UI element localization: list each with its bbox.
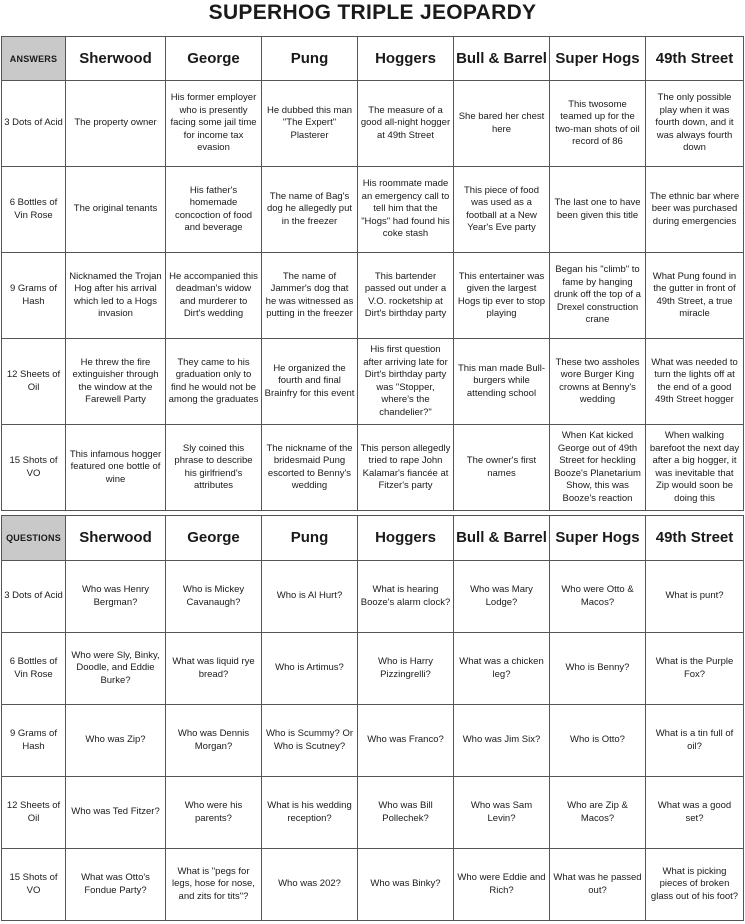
question-cell: What is punt? [646,561,744,633]
question-row [2,561,744,633]
question-cell: Who was Franco? [358,705,454,777]
question-cell: Who were Otto & Macos? [550,561,646,633]
question-cell: Who is Mickey Cavanaugh? [166,561,262,633]
answer-cell: When Kat kicked George out of 49th Street for heckling Booze's Planetarium Show, this was Booze's reaction [550,425,646,511]
answer-cell: This man made Bull-burgers while attending school [454,339,550,425]
questions-header-row [2,516,744,561]
answer-cell: When walking barefoot the next day after a big hogger, it was inevitable that Zip would soon be doing this [646,425,744,511]
question-cell: Who was Sam Levin? [454,777,550,849]
answer-cell: The name of Bag's dog he allegedly put in the freezer [262,167,358,253]
answer-cell: This entertainer was given the largest Hogs tip ever to stop playing [454,253,550,339]
question-cell: Who was Dennis Morgan? [166,705,262,777]
category-header: Hoggers [358,37,454,81]
answer-cell: The name of Jammer's dog that he was witnessed as putting in the freezer [262,253,358,339]
question-row [2,633,744,705]
question-cell: Who was Binky? [358,849,454,921]
category-header: Hoggers [358,516,454,561]
page-title: SUPERHOG TRIPLE JEOPARDY [208,1,537,24]
question-cell: Who was 202? [262,849,358,921]
question-cell: What is "pegs for legs, hose for nose, and zits for tits"? [166,849,262,921]
category-header: 49th Street [646,37,744,81]
category-header: Super Hogs [550,516,646,561]
row-label: 12 Sheets of Oil [2,339,66,425]
answer-cell: The owner's first names [454,425,550,511]
category-header: George [166,37,262,81]
question-cell: What is the Purple Fox? [646,633,744,705]
question-cell: What is his wedding reception? [262,777,358,849]
answer-cell: The only possible play when it was fourth down, and it was always fourth down [646,81,744,167]
category-header: Super Hogs [550,37,646,81]
answer-cell: He dubbed this man "The Expert" Plasterer [262,81,358,167]
answer-cell: His father's homemade concoction of food and beverage [166,167,262,253]
answer-cell: This piece of food was used as a football at a New Year's Eve party [454,167,550,253]
answers-section-label: ANSWERS [2,37,66,81]
answer-row [2,81,744,167]
category-header: George [166,516,262,561]
answer-cell: What was needed to turn the lights off at the end of a good 49th Street hogger [646,339,744,425]
question-cell: Who is Harry Pizzingrelli? [358,633,454,705]
answer-cell: He threw the fire extinguisher through the window at the Farewell Party [66,339,166,425]
answer-cell: He organized the fourth and final Brainfry for this event [262,339,358,425]
category-header: Pung [262,516,358,561]
answers-table [1,36,744,511]
answer-cell: She bared her chest here [454,81,550,167]
question-row [2,705,744,777]
row-label: 6 Bottles of Vin Rose [2,167,66,253]
question-cell: What was he passed out? [550,849,646,921]
row-label: 6 Bottles of Vin Rose [2,633,66,705]
question-cell: What is hearing Booze's alarm clock? [358,561,454,633]
answer-cell: The ethnic bar where beer was purchased during emergencies [646,167,744,253]
category-header: Sherwood [66,516,166,561]
category-header: Pung [262,37,358,81]
answer-row [2,339,744,425]
answer-cell: Began his "climb" to fame by hanging drunk off the top of a Drexel construction crane [550,253,646,339]
question-cell: What is a tin full of oil? [646,705,744,777]
question-cell: Who was Ted Fitzer? [66,777,166,849]
question-cell: Who were Eddie and Rich? [454,849,550,921]
question-cell: Who was Mary Lodge? [454,561,550,633]
category-header: Sherwood [66,37,166,81]
question-row [2,777,744,849]
answer-cell: This bartender passed out under a V.O. rocketship at Dirt's birthday party [358,253,454,339]
question-cell: Who is Artimus? [262,633,358,705]
question-cell: Who was Henry Bergman? [66,561,166,633]
category-header: Bull & Barrel [454,516,550,561]
question-cell: Who were Sly, Binky, Doodle, and Eddie Burke? [66,633,166,705]
question-cell: What was liquid rye bread? [166,633,262,705]
category-header: Bull & Barrel [454,37,550,81]
answer-cell: What Pung found in the gutter in front of 49th Street, a true miracle [646,253,744,339]
questions-table [1,515,744,921]
answer-cell: The measure of a good all-night hogger at 49th Street [358,81,454,167]
answer-cell: His first question after arriving late for Dirt's birthday party was "Stopper, where's the chandelier?" [358,339,454,425]
category-header: 49th Street [646,516,744,561]
answer-cell: The nickname of the bridesmaid Pung escorted to Benny's wedding [262,425,358,511]
row-label: 15 Shots of VO [2,849,66,921]
answers-header-row [2,37,744,81]
row-label: 9 Grams of Hash [2,705,66,777]
answer-cell: This person allegedly tried to rape John Kalamar's fiancée at Fitzer's party [358,425,454,511]
question-row [2,849,744,921]
question-cell: Who are Zip & Macos? [550,777,646,849]
answer-cell: They came to his graduation only to find he would not be among the graduates [166,339,262,425]
question-cell: Who is Benny? [550,633,646,705]
row-label: 12 Sheets of Oil [2,777,66,849]
question-cell: Who is Otto? [550,705,646,777]
answer-cell: Sly coined this phrase to describe his girlfriend's attributes [166,425,262,511]
answer-row [2,425,744,511]
answer-cell: The last one to have been given this title [550,167,646,253]
question-cell: Who is Scummy? Or Who is Scutney? [262,705,358,777]
row-label: 3 Dots of Acid [2,561,66,633]
answer-row [2,167,744,253]
answer-cell: These two assholes wore Burger King crowns at Benny's wedding [550,339,646,425]
question-cell: What was a good set? [646,777,744,849]
question-cell: Who was Zip? [66,705,166,777]
questions-section-label: QUESTIONS [2,516,66,561]
question-cell: What was a chicken leg? [454,633,550,705]
question-cell: What was Otto's Fondue Party? [66,849,166,921]
row-label: 15 Shots of VO [2,425,66,511]
answer-cell: He accompanied this deadman's widow and murderer to Dirt's wedding [166,253,262,339]
question-cell: Who was Bill Pollechek? [358,777,454,849]
answer-cell: The property owner [66,81,166,167]
answer-row [2,253,744,339]
question-cell: Who were his parents? [166,777,262,849]
question-cell: Who was Jim Six? [454,705,550,777]
row-label: 9 Grams of Hash [2,253,66,339]
answer-cell: This twosome teamed up for the two-man shots of oil record of 86 [550,81,646,167]
question-cell: Who is Al Hurt? [262,561,358,633]
row-label: 3 Dots of Acid [2,81,66,167]
answer-cell: This infamous hogger featured one bottle of wine [66,425,166,511]
answer-cell: The original tenants [66,167,166,253]
answer-cell: Nicknamed the Trojan Hog after his arrival which led to a Hogs invasion [66,253,166,339]
answer-cell: His roommate made an emergency call to tell him that the "Hogs" had found his coke stash [358,167,454,253]
answer-cell: His former employer who is presently facing some jail time for income tax evasion [166,81,262,167]
question-cell: What is picking pieces of broken glass out of his foot? [646,849,744,921]
